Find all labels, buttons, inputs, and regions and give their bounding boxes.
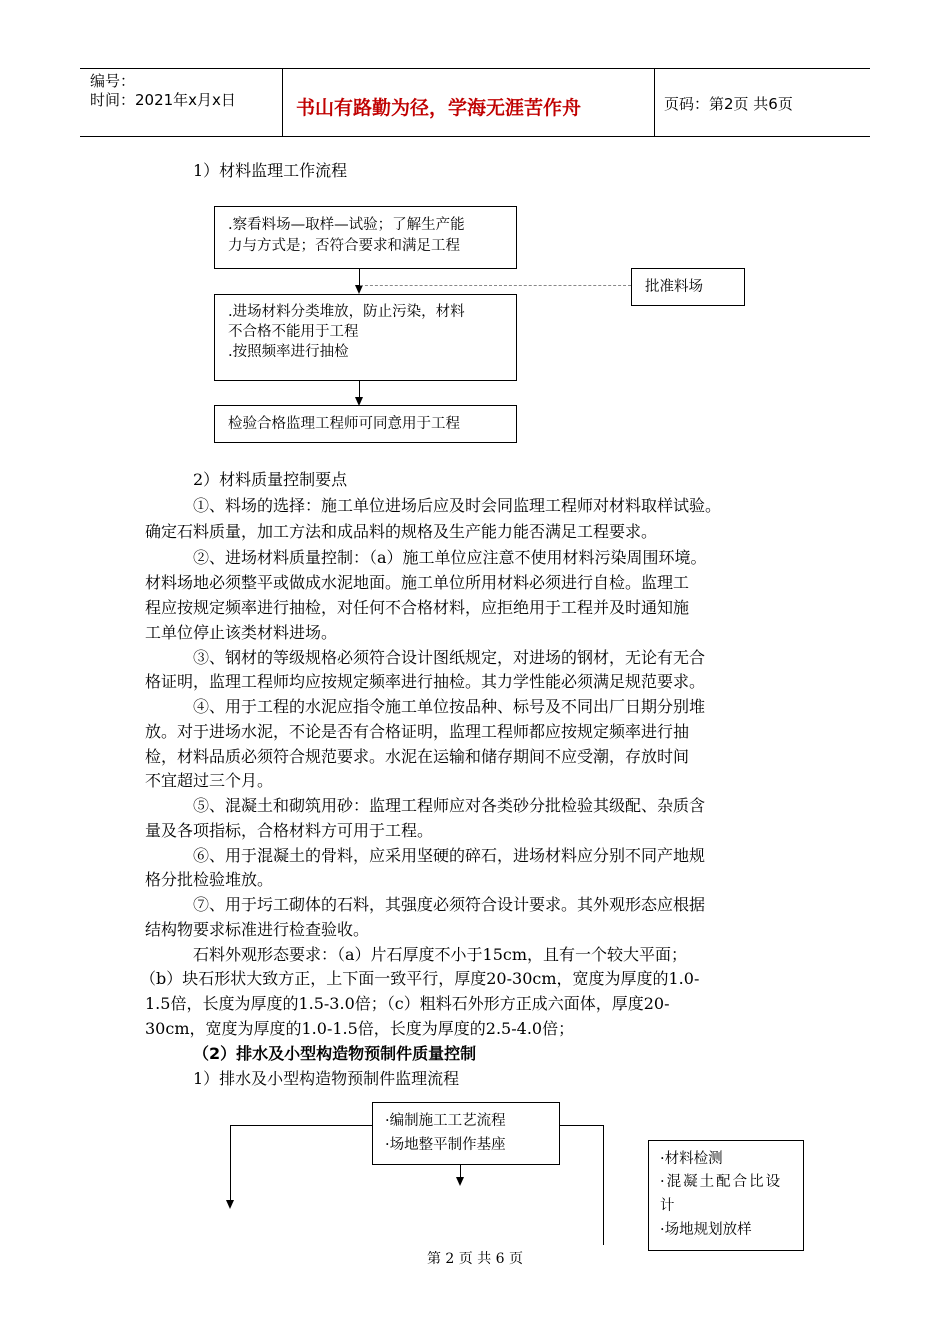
flow1-connector-2 <box>359 381 360 398</box>
flow2-box-prep-line2: ·混凝土配合比设 <box>660 1174 783 1190</box>
paragraph-line: 石料外观形态要求：（a）片石厚度不小于15cm，且有一个较大平面； <box>193 945 688 964</box>
header-time: 时间：2021年x月x日 <box>90 91 236 109</box>
paragraph-line: ⑤、混凝土和砌筑用砂：监理工程师应对各类砂分批检验其级配、杂质含 <box>193 796 706 815</box>
flow1-heading: 1）材料监理工作流程 <box>193 161 348 180</box>
paragraph-line: ⑥、用于混凝土的骨料，应采用坚硬的碎石，进场材料应分别不同产地规 <box>193 846 706 865</box>
paragraph-line: 格证明，监理工程师均应按规定频率进行抽检。其力学性能必须满足规范要求。 <box>145 672 706 691</box>
flow1-dashed-link <box>360 285 631 286</box>
flow1-box-approve <box>631 268 745 306</box>
flow1-box-inspect-line1: .察看料场—取样—试验；了解生产能 <box>228 217 465 233</box>
flow1-box-storage <box>214 294 517 381</box>
paragraph-line: 放。对于进场水泥，不论是否有合格证明，监理工程师都应按规定频率进行抽 <box>145 722 690 741</box>
flow1-box-storage-line3: .按照频率进行抽检 <box>228 344 349 360</box>
paragraph-line: 结构物要求标准进行检查验收。 <box>145 920 370 939</box>
header-bottom-rule <box>80 136 870 137</box>
paragraph-line: ②、进场材料质量控制：（a）施工单位应注意不使用材料污染周围环境。 <box>193 548 707 567</box>
flow2-box-prep-line4: ·场地规划放样 <box>660 1222 752 1238</box>
flow2-connector-center <box>460 1165 461 1177</box>
header-divider-left <box>282 68 283 137</box>
header-motto: 书山有路勤为径，学海无涯苦作舟 <box>296 97 582 119</box>
flow2-box-prep <box>648 1140 804 1251</box>
flow1-box-inspect <box>214 206 517 269</box>
flow2-box-prep-line1: ·材料检测 <box>660 1151 723 1167</box>
paragraph-line: ⑦、用于圬工砌体的石料，其强度必须符合设计要求。其外观形态应根据 <box>193 895 706 914</box>
paragraph-line: 30cm，宽度为厚度的1.0-1.5倍，长度为厚度的2.5-4.0倍； <box>145 1019 575 1038</box>
flow2-box-process <box>372 1102 560 1165</box>
paragraph-line: 程应按规定频率进行抽检，对任何不合格材料，应拒绝用于工程并及时通知施 <box>145 598 690 617</box>
paragraph-line: 不宜超过三个月。 <box>145 771 274 790</box>
flow2-arrow-center <box>456 1177 464 1186</box>
paragraph-line: 量及各项指标，合格材料方可用于工程。 <box>145 821 434 840</box>
flow2-connector-left-down <box>230 1125 231 1202</box>
header-divider-right <box>654 68 655 137</box>
flow2-connector-left <box>230 1125 372 1126</box>
flow2-arrow-left <box>226 1200 234 1209</box>
paragraph-line: 工单位停止该类材料进场。 <box>145 623 338 642</box>
flow1-box-storage-line1: .进场材料分类堆放，防止污染，材料 <box>228 304 465 320</box>
flow1-box-approve-label: 批准料场 <box>645 279 703 295</box>
header-top-rule <box>80 68 870 69</box>
flow1-arrow-1 <box>355 285 363 294</box>
flow1-box-inspect-line2: 力与方式是；否符合要求和满足工程 <box>228 238 460 254</box>
paragraph-line: ③、钢材的等级规格必须符合设计图纸规定，对进场的钢材，无论有无合 <box>193 648 706 667</box>
section2-heading: 2）材料质量控制要点 <box>193 470 348 489</box>
section3-heading: （2）排水及小型构造物预制件质量控制 <box>193 1044 477 1063</box>
page-footer: 第 2 页 共 6 页 <box>426 1251 524 1267</box>
header-page-info: 页码：第2页 共6页 <box>664 95 793 113</box>
flow2-connector-right-down <box>603 1125 604 1245</box>
flow1-box-pass <box>214 405 517 443</box>
flow2-connector-right <box>560 1125 603 1126</box>
paragraph-line: 格分批检验堆放。 <box>145 870 274 889</box>
paragraph-line: ④、用于工程的水泥应指令施工单位按品种、标号及不同出厂日期分别堆 <box>193 697 706 716</box>
flow2-box-prep-line3: 计 <box>660 1198 675 1214</box>
section3-subheading: 1）排水及小型构造物预制件监理流程 <box>193 1069 460 1088</box>
flow2-box-process-line2: ·场地整平制作基座 <box>385 1137 506 1153</box>
flow1-connector-1 <box>359 269 360 286</box>
flow1-box-pass-label: 检验合格监理工程师可同意用于工程 <box>228 416 460 432</box>
paragraph-line: ①、料场的选择：施工单位进场后应及时会同监理工程师对材料取样试验。 <box>193 496 722 515</box>
paragraph-line: 材料场地必须整平或做成水泥地面。施工单位所用材料必须进行自检。监理工 <box>145 573 690 592</box>
header-number-label: 编号： <box>90 72 136 90</box>
paragraph-line: （b）块石形状大致方正，上下面一致平行，厚度20-30cm，宽度为厚度的1.0- <box>140 969 700 988</box>
flow2-box-process-line1: ·编制施工工艺流程 <box>385 1113 506 1129</box>
flow1-box-storage-line2: 不合格不能用于工程 <box>228 324 359 340</box>
paragraph-line: 确定石料质量，加工方法和成品料的规格及生产能力能否满足工程要求。 <box>145 522 658 541</box>
paragraph-line: 1.5倍，长度为厚度的1.5-3.0倍；（c）粗料石外形方正成六面体，厚度20- <box>145 994 670 1013</box>
paragraph-line: 检，材料品质必须符合规范要求。水泥在运输和储存期间不应受潮，存放时间 <box>145 747 690 766</box>
